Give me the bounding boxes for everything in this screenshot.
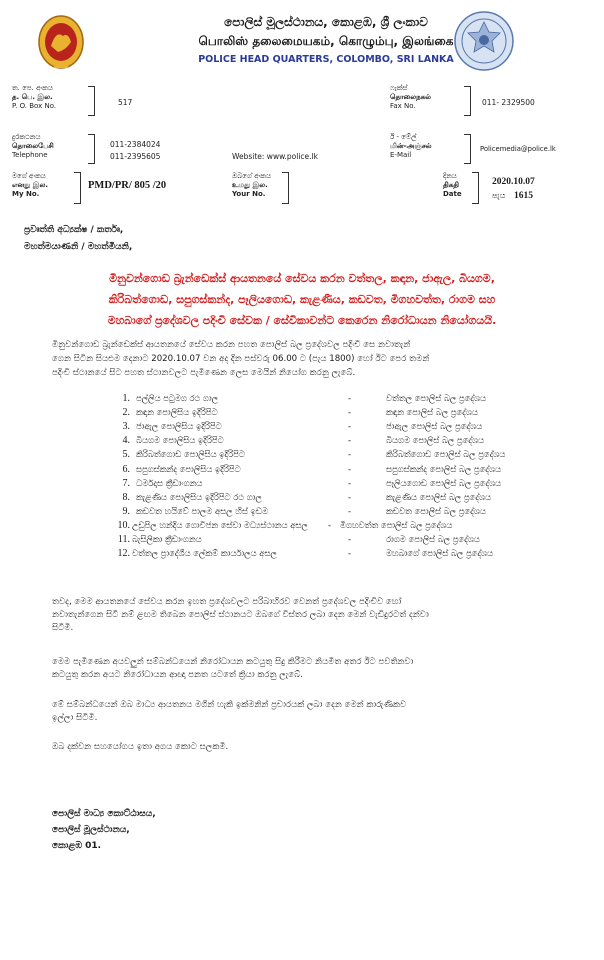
- list-item-location: කඩවත හයිවේ පාලම අසල හිස් ඉඩම: [136, 505, 268, 516]
- list-item: [116, 434, 566, 447]
- list-item-area: ජාඇල පොලිස් බල ප්‍රදේශය: [386, 421, 483, 432]
- list-item-dash: -: [328, 519, 332, 530]
- bracket: [88, 134, 95, 164]
- phone-label-si: දුරකථනය: [12, 133, 41, 141]
- list-item-area: කඳාන පොලිස් බල ප්‍රදේශය: [386, 407, 478, 418]
- list-item-number: 1.: [122, 393, 130, 404]
- paragraph-4-line-1: මේ සම්බන්ධයෙන් ඔබ මාධ්‍ය ආයතනය මගින් හැකි ඉක්මනින් ප්‍රචාරයක් ලබා දෙන මෙන් කාරුණිකව: [52, 700, 407, 710]
- list-item-area: කිරිබත්ගොඩ පොලිස් බල ප්‍රදේශය: [386, 449, 506, 460]
- time-label: පැය: [492, 191, 506, 200]
- list-item-area: බියගම පොලිස් බල ප්‍රදේශය: [386, 435, 485, 446]
- list-item-location: සපුගස්කන්ද පොලිසිය ඉදිරිපිට: [136, 463, 241, 474]
- paragraph-1-line-3: පදිංචි ස්ථානයේ සිට පහත ස්ථානවලට පැමිණෙන ලෙස මෙයින් නියෝග කරනු ලැබේ.: [52, 368, 356, 378]
- paragraph-3-line-1: මෙම පැමිණෙන අයවලුන් සම්බන්ධයෙන් නිරෝධායන කටයුතු සිදු කිරීමට නියමිත අතර ඊට පවතිනවා: [52, 657, 414, 667]
- subject-line-3: මහබාගේ ප්‍රදේශවල පදිංචි සේවක / සේවිකාවන්ට කෙරෙන නිරෝධායන නියෝගයයි.: [107, 314, 497, 327]
- signoff-line-3: කොළඹ 01.: [52, 841, 102, 851]
- po-box-label-si: ත. පෙ. අංකය: [12, 84, 53, 92]
- email-label: [390, 133, 432, 160]
- signoff-line-1: පොලිස් මාධ්‍ය කොට්ඨාසය,: [52, 809, 156, 819]
- paragraph-2-line-1: තවද, මෙම ආයතනයේ සේවය කරන ඉහත ප්‍රදේශවලට පරිබාහිරව වෙනත් ප්‍රදේශවල පදිංචිව හෝ: [52, 597, 402, 607]
- my-no-label: [12, 172, 48, 199]
- list-item-number: 6.: [122, 463, 130, 475]
- subject-line-2: කිරිබත්ගොඩ, සපුගස්කන්ද, පෑලියගොඩ, කැළණිය, කඩවත, මීගහවත්ත, රාගම සහ: [108, 293, 496, 306]
- list-item-location: බියගම පොලිසිය ඉදිරිපිට: [136, 435, 224, 446]
- my-no-label-ta: எனது இல.: [12, 181, 49, 189]
- email-label-en: E-Mail: [390, 151, 412, 159]
- list-item: [116, 505, 566, 518]
- list-item-location: ධර්මදාස ක්‍රීඩාංගනය: [136, 477, 203, 488]
- fax-label-ta: தொலைநகல்: [390, 93, 431, 101]
- list-item-area: මහබාගේ පොලිස් බල ප්‍රදේශය: [386, 548, 494, 559]
- list-item-number: 2.: [122, 407, 130, 419]
- my-no-value: PMD/PR/ 805 /20: [88, 180, 167, 191]
- paragraph-1: [52, 338, 580, 380]
- list-item-area: පෑලියගොඩ පොලිස් බල ප්‍රදේශය: [386, 477, 502, 488]
- date-label-ta: திகதி: [443, 181, 459, 189]
- list-item-area: වත්තල පොලිස් බල ප්‍රදේශය: [386, 393, 487, 403]
- bracket: [74, 172, 81, 204]
- paragraph-4-line-2: ඉල්ලා සිටිමි.: [52, 713, 98, 723]
- list-item-number: 10.: [117, 519, 130, 531]
- bracket: [464, 86, 471, 116]
- paragraph-5: ඔබ දක්වන සහයෝගය ඉතා අගය කොට සලකමි.: [52, 742, 229, 752]
- list-item-location: කඳාන පොලිසිය ඉදිරිපිට: [136, 407, 218, 418]
- list-item-dash: -: [348, 393, 352, 403]
- list-item-dash: -: [348, 463, 352, 474]
- list-item: [116, 477, 566, 490]
- your-no-label-en: Your No.: [232, 190, 266, 198]
- list-item-location: ජාඇල පොලිසිය ඉදිරිපිට: [136, 421, 222, 432]
- bracket: [464, 134, 471, 164]
- phone-value-2: 011-2395605: [110, 152, 161, 161]
- list-item-dash: -: [348, 505, 352, 516]
- list-item-location: වත්තල ප්‍රාදේශීය ලේකම් කාර්යාලය අසල: [132, 548, 277, 559]
- fax-label-si: ෆැක්ස්: [390, 84, 408, 92]
- my-no-label-si: මගේ අංකය: [12, 172, 46, 180]
- recipient-block: [24, 222, 132, 256]
- recipient-line-2: මහත්මයාණනි / මහත්මියනි,: [24, 242, 133, 252]
- my-no-label-en: My No.: [12, 190, 40, 198]
- list-item-dash: -: [348, 548, 352, 559]
- list-item-area: මීගහවත්ත පොලිස් බල ප්‍රදේශය: [340, 519, 453, 530]
- po-box-value: 517: [118, 98, 133, 107]
- list-item-location: බැසිලිකා ක්‍රීඩාංගනය: [132, 534, 202, 544]
- list-item-area: කඩවත පොලිස් බල ප්‍රදේශය: [386, 505, 486, 516]
- recipient-line-1: ප්‍රවෘත්ති අධ්‍යක්ෂ / කර්තෘ,: [24, 225, 124, 235]
- list-item-dash: -: [348, 491, 352, 502]
- header-title-tamil: பொலிஸ் தலைமையகம், கொழும்பு, இலங்கை: [198, 34, 454, 48]
- list-item: [116, 448, 566, 461]
- subject-line-1: මිනුවන්ගොඩ බ්‍රැන්ඩෙක්ස් ආයතනයේ සේවය කරන වත්තල, කඳාන, ජාඇල, බියගම,: [109, 272, 495, 285]
- fax-label-en: Fax No.: [390, 102, 416, 110]
- date-label-si: දිනය: [443, 172, 457, 180]
- email-label-si: ඊ - මේල්: [390, 133, 417, 141]
- date-label-en: Date: [443, 190, 462, 198]
- paragraph-2: [52, 596, 580, 635]
- list-item-dash: -: [348, 534, 352, 544]
- list-item-number: 11.: [117, 534, 130, 545]
- header-title-sinhala: පොලිස් මූලස්ථානය, කොළඹ, ශ්‍රී ලංකාව: [224, 15, 428, 29]
- phone-label-ta: தொலைபேசி: [12, 142, 54, 150]
- list-item: [116, 533, 566, 546]
- your-no-label-ta: உமது இல.: [232, 181, 268, 189]
- paragraph-3: [52, 656, 580, 682]
- bracket: [88, 86, 95, 116]
- time-value: 1615: [513, 191, 533, 201]
- list-item-dash: -: [348, 421, 352, 432]
- time-row: [492, 191, 533, 201]
- list-item-location: උඩුපිල හන්දිය ගොවිජන සේවා මධ්‍යස්ථානය අසල: [132, 519, 308, 530]
- list-item: [116, 491, 566, 504]
- list-item: [116, 406, 566, 419]
- paragraph-4: [52, 699, 580, 725]
- list-item-dash: -: [348, 449, 352, 460]
- list-item-number: 4.: [122, 435, 130, 447]
- list-item-number: 9.: [122, 505, 130, 517]
- list-item-number: 12.: [117, 548, 130, 560]
- phone-value-1: 011-2384024: [110, 140, 161, 149]
- website-text: Website: www.police.lk: [232, 152, 318, 161]
- signoff-line-2: පොලිස් මූලස්ථානය,: [52, 825, 130, 835]
- paragraph-3-line-2: කටයුතු කරන අයට නිරෝධායන ආඥා පනත යටතේ ක්‍රියා කරනු ලැබේ.: [52, 670, 303, 680]
- date-label: [443, 172, 462, 199]
- list-item-number: 3.: [122, 421, 130, 433]
- bracket: [472, 172, 479, 204]
- paragraph-1-line-1: මිනුවන්ගොඩ බ්‍රැන්ඩෙක්ස් ආයතනයේ සේවය කරන පහත පොලිස් බල ප්‍රදේශවල පදිංචි සෙ නවාතැන්: [52, 340, 411, 350]
- signoff-block: [52, 806, 156, 854]
- po-box-label-en: P. O. Box No.: [12, 102, 57, 110]
- header-title-english: POLICE HEAD QUARTERS, COLOMBO, SRI LANKA: [198, 54, 454, 65]
- list-item: [116, 392, 566, 405]
- po-box-label-ta: த. பெ. இல.: [12, 93, 53, 101]
- email-label-ta: மின்-அஞ்சல்: [390, 142, 432, 150]
- list-item-number: 7.: [122, 477, 130, 489]
- paragraph-1-line-2: ගෙන සිටින සියළුම දෙනාට 2020.10.07 වන අද දින පස්වරු 06.00 ට (පැය 1800) හෝ ඊට පෙර තමන්: [52, 354, 430, 364]
- paragraph-2-line-3: සිටිමි.: [52, 623, 74, 633]
- list-item-area: කැළණිය පොලිස් බල ප්‍රදේශය: [386, 491, 491, 502]
- list-item-location: කැළණිය පොලිසිය ඉදිරිපිට රථ ගාල: [136, 491, 262, 502]
- email-value: Policemedia@police.lk: [480, 145, 556, 153]
- list-item-area: රාගම පොලිස් බල ප්‍රදේශය: [386, 534, 480, 544]
- list-item-dash: -: [348, 435, 352, 446]
- your-no-label: [232, 172, 271, 199]
- list-item-location: පල්ලිය පටුමග රථ ගාල: [136, 393, 219, 403]
- list-item: [116, 519, 566, 532]
- phone-label: [12, 133, 54, 160]
- list-item-dash: -: [348, 477, 352, 488]
- subject-heading: [24, 268, 580, 331]
- list-item-number: 8.: [122, 491, 130, 503]
- list-item-dash: -: [348, 407, 352, 418]
- fax-value: 011- 2329500: [482, 98, 535, 107]
- date-value: 2020.10.07: [492, 177, 535, 187]
- po-box-label: [12, 84, 56, 111]
- your-no-label-si: ඔබගේ අංකය: [232, 172, 271, 180]
- list-item: [116, 463, 566, 476]
- bracket: [282, 172, 289, 204]
- list-item-number: 5.: [122, 449, 130, 461]
- list-item: [116, 547, 566, 560]
- list-item-location: කිරිබත්ගොඩ පොලිසිය ඉදිරිපිට: [136, 449, 245, 460]
- list-item: [116, 420, 566, 433]
- fax-label: [390, 84, 431, 111]
- list-item-area: සපුගස්කන්ද පොලිස් බල ප්‍රදේශය: [386, 463, 502, 474]
- paragraph-2-line-2: නවාතැන්ගෙන සිටී නම් ළඟම තිබෙන පොලිස් ස්ථානයට ඔබගේ විස්තර ලබා දෙන මෙන් වැඩිදුරටත් දන්වා: [52, 610, 429, 620]
- phone-label-en: Telephone: [12, 151, 48, 159]
